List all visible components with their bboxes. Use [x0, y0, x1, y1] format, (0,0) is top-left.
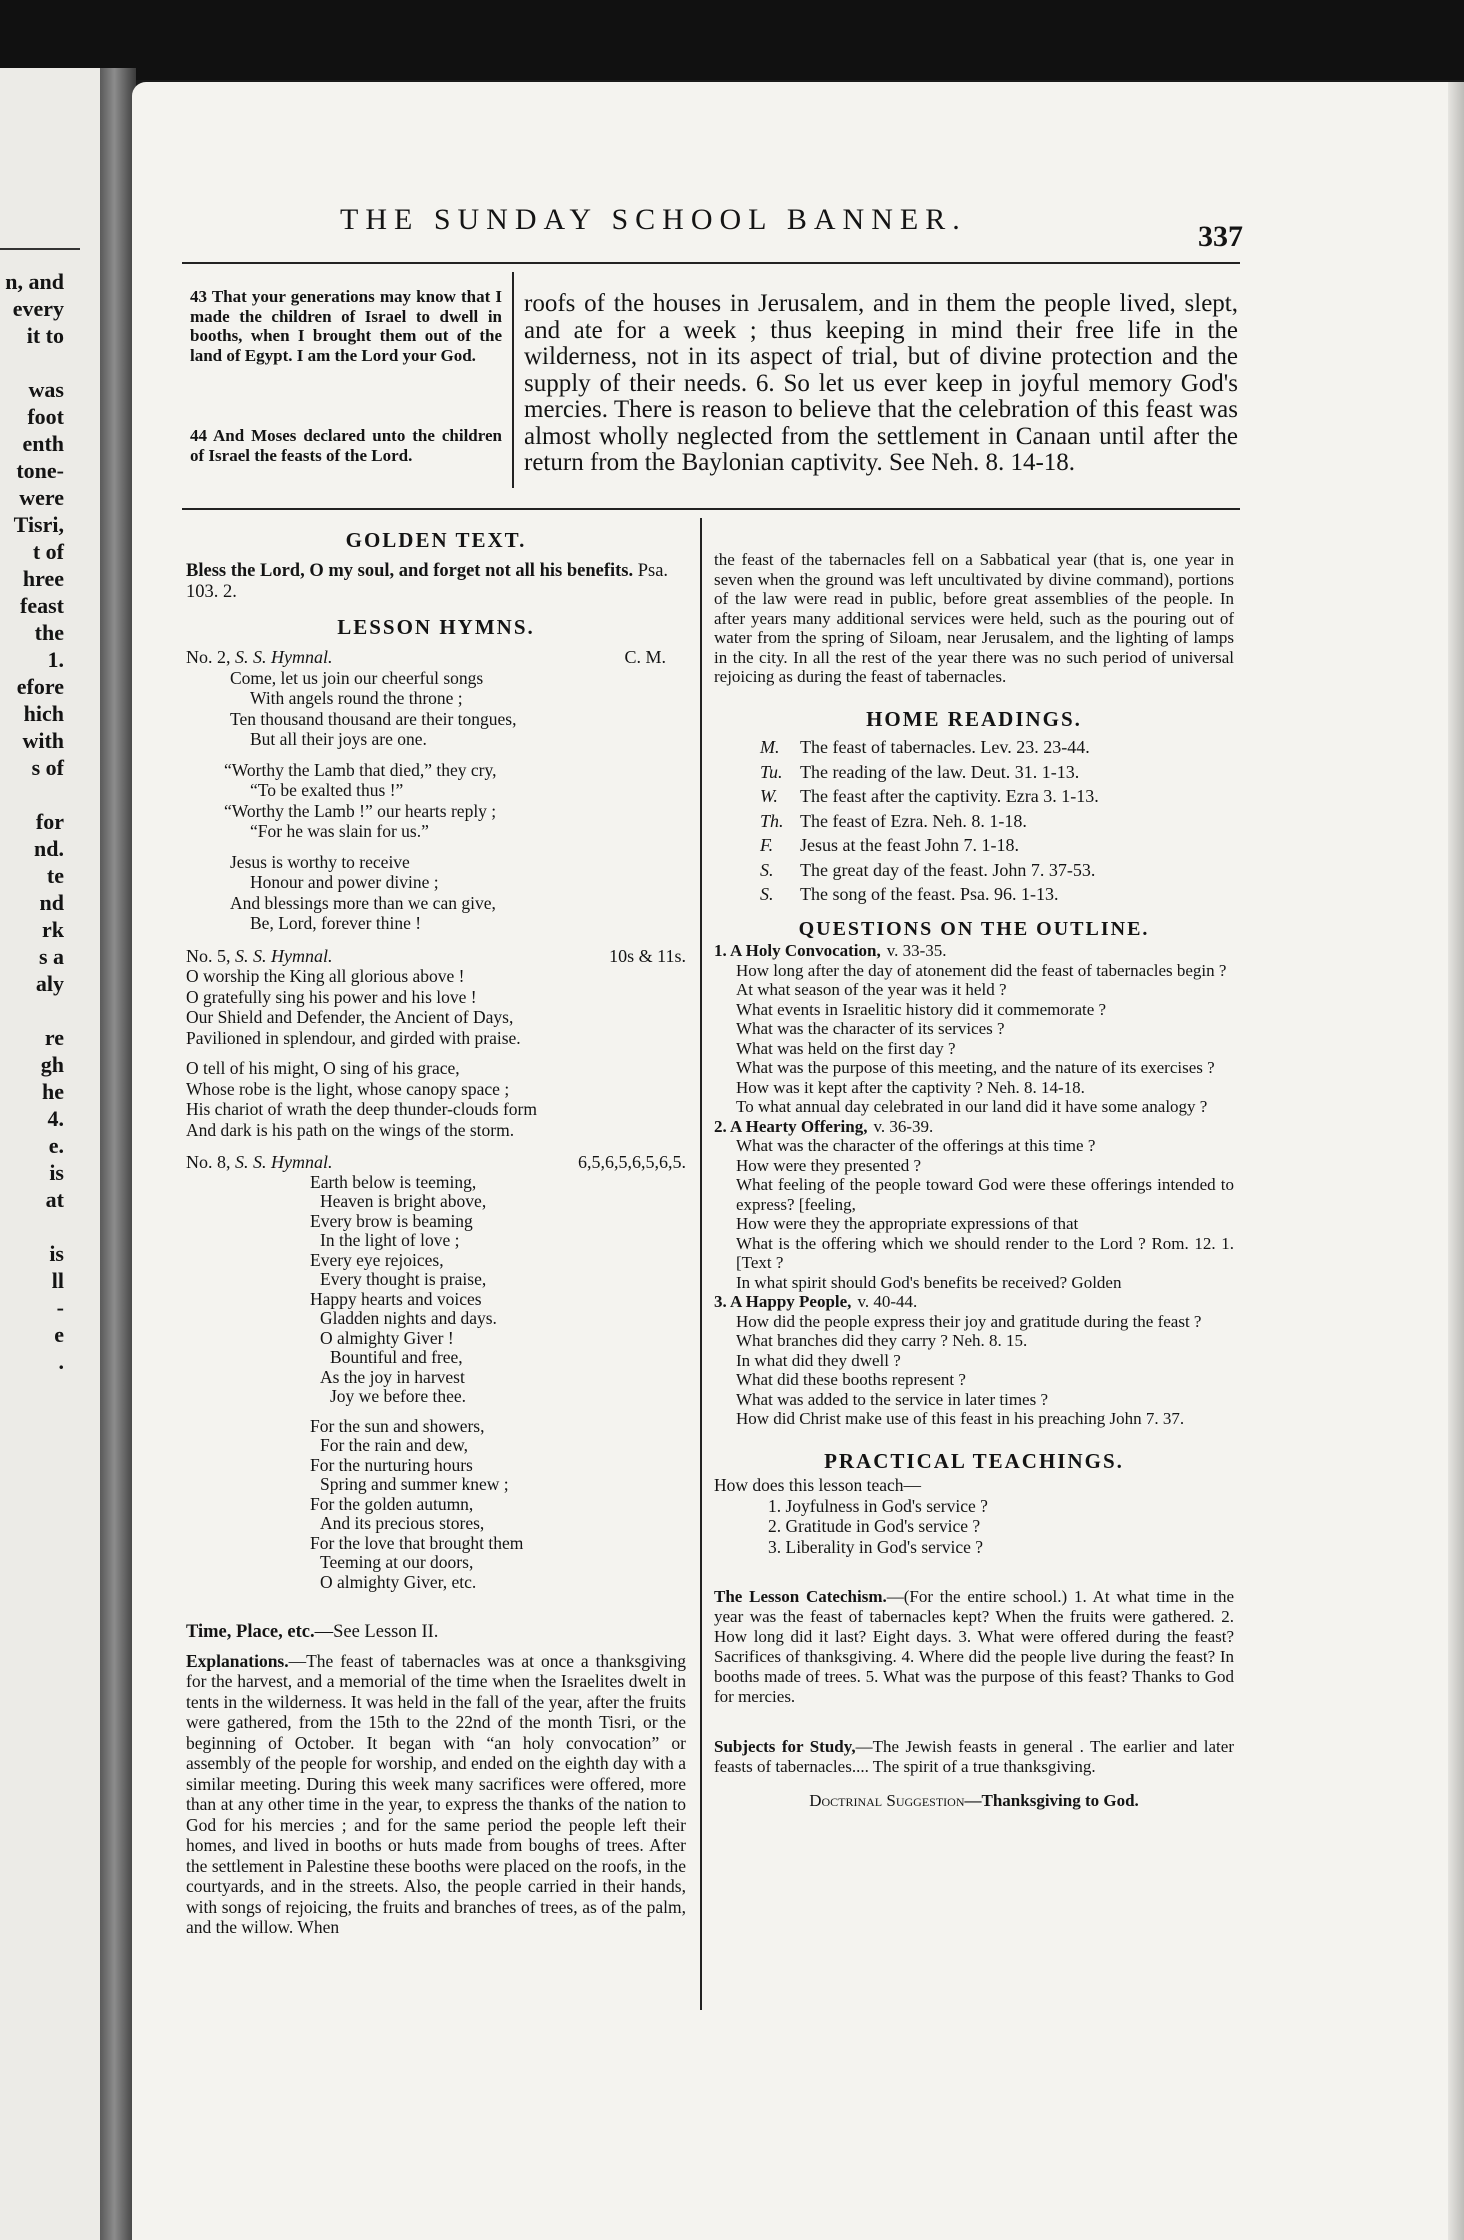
question-section-ref: v. 40-44.	[857, 1292, 918, 1311]
reading-text: The reading of the law. Deut. 31. 1-13.	[800, 761, 1080, 782]
hymn-line: For the love that brought them	[310, 1532, 524, 1553]
golden-text-heading: GOLDEN TEXT.	[345, 528, 527, 552]
hymn-2-number: No. 5,	[186, 945, 231, 966]
explanations-text: —The feast of tabernacles was at once a thanksgiving for the harvest, and a memorial of the time when the Israelites dwelt in tents in the wilderness. It was held in the fall of the year, after the fruits were gathered, from the 15th to the 22nd of the month Tisri, or the beginning of October. It began with “an holy convocation” or assembly of the people for worship, and ended on the eighth day with a similar meeting. During this week many sacrifices were offered, more than at any other time in the year, to express the thanks of the nation to God for his mercies ; and for the same period the people left their homes, and lived in booths or huts made from boughs of trees. After the settlement in Palestine these booths were placed on the roofs, in the courtyards, and in the streets. Also, the people carried in their hands, with songs of rejoicing, the fruits and branches of trees, as of the palm, and the willow. When	[186, 1650, 686, 1937]
questions-list	[714, 941, 1234, 1429]
question-item: How were they the appropriate expressions of that	[736, 1214, 1079, 1233]
hymn-line: O tell of his might, O sing of his grace,	[186, 1058, 460, 1078]
hymn-3	[186, 1152, 686, 1592]
reading-day: W.	[760, 786, 778, 806]
home-readings-heading: HOME READINGS.	[866, 706, 1082, 731]
hymn-line: Ten thousand thousand are their tongues,	[230, 708, 517, 729]
verse-43: 43 That your generations may know that I made the children of Israel to dwell in booths, when I brought them out of the land of Egypt. I am the Lord your God.	[190, 287, 502, 365]
commentary-top: roofs of the houses in Jerusalem, and in them the people lived, slept, and ate for a week ; thus keeping in mind their free life in the wilderness, not in its aspect of trial, but of divine protection and the supply of their needs. 6. So let us ever keep in joyful memory God's mercies. There is reason to believe that the celebration of this feast was almost wholly neglected from the settlement in Canaan until after the return from the Baylonian captivity. See Neh. 8. 14-18.	[524, 290, 1238, 476]
facing-page-rule	[0, 248, 80, 250]
facing-page-fragment: aly	[35, 971, 64, 996]
doctrinal	[714, 1791, 1234, 1812]
hymn-line: Come, let us join our cheerful songs	[230, 667, 484, 688]
practical-item: 1. Joyfulness in God's service ?	[768, 1495, 988, 1516]
reading-item	[760, 784, 1234, 809]
hymn-line: “Worthy the Lamb !” our hearts reply ;	[224, 800, 497, 821]
questions-heading: QUESTIONS ON THE OUTLINE.	[798, 917, 1150, 940]
doctrinal-label: Doctrinal Suggestion	[809, 1791, 965, 1810]
question-item: How was it kept after the captivity ? Neh. 8. 14-18.	[736, 1077, 1085, 1097]
facing-page-fragment: nd	[39, 890, 64, 915]
hymn-3-lines	[186, 1173, 686, 1593]
practical-heading: PRACTICAL TEACHINGS.	[824, 1448, 1124, 1473]
hymn-1	[186, 647, 686, 934]
reading-day: Th.	[760, 810, 784, 831]
question-section-label: 1. A Holy Convocation,	[714, 941, 881, 960]
hymn-line: Heaven is bright above,	[320, 1191, 487, 1211]
facing-page-fragment: s a	[38, 944, 64, 969]
hymn-line: Every eye rejoices,	[310, 1249, 444, 1270]
question-section-title	[714, 1292, 1234, 1312]
question-item: How long after the day of atonement did the feast of tabernacles begin ?	[736, 960, 1227, 980]
question-item: What did these booths represent ?	[736, 1370, 966, 1389]
hymn-line: “Worthy the Lamb that died,” they cry,	[224, 759, 497, 780]
scripture-divider	[512, 272, 514, 488]
hymn-3-book: S. S. Hymnal.	[235, 1152, 333, 1172]
facing-page-fragment: with	[22, 728, 64, 753]
hymn-3-heading	[186, 1152, 686, 1173]
hymn-2-book: S. S. Hymnal.	[235, 945, 333, 966]
question-item: What was added to the service in later times ?	[736, 1389, 1049, 1409]
question-section-label: 3. A Happy People,	[714, 1292, 852, 1311]
question-item: To what annual day celebrated in our land did it have some analogy ?	[736, 1097, 1208, 1116]
facing-page-fragment: t of	[32, 539, 64, 564]
reading-text: The feast after the captivity. Ezra 3. 1-13.	[800, 786, 1099, 806]
question-section-ref: v. 33-35.	[886, 941, 947, 960]
facing-page-fragment: rk	[42, 917, 64, 942]
facing-page-fragment: 4.	[47, 1106, 64, 1131]
subjects	[714, 1737, 1234, 1777]
hymn-line: Happy hearts and voices	[310, 1288, 482, 1309]
reading-item	[760, 760, 1234, 785]
facing-page-fragment: feast	[20, 593, 64, 618]
question-section-ref: v. 36-39.	[873, 1116, 934, 1136]
facing-page-fragment: hree	[22, 566, 64, 591]
question-item: What branches did they carry ? Neh. 8. 15.	[736, 1331, 1028, 1350]
hymn-line: Gladden nights and days.	[320, 1308, 497, 1328]
question-section-label: 2. A Hearty Offering,	[714, 1116, 868, 1136]
catechism	[714, 1587, 1234, 1707]
facing-page-fragment: the	[34, 620, 64, 645]
reading-text: The song of the feast. Psa. 96. 1-13.	[800, 884, 1059, 904]
practical-item: 2. Gratitude in God's service ?	[768, 1516, 981, 1536]
hymn-line: Our Shield and Defender, the Ancient of Days,	[186, 1007, 514, 1027]
facing-page-fragment: gh	[40, 1052, 64, 1077]
facing-page-fragment: hich	[23, 701, 64, 726]
question-item: What was the character of its services ?	[736, 1019, 1005, 1038]
hymn-line: But all their joys are one.	[250, 729, 427, 749]
header-rule	[182, 262, 1240, 264]
facing-page-fragment: enth	[22, 431, 64, 456]
hymn-1-book: S. S. Hymnal.	[235, 647, 333, 667]
facing-page-fragment: efore	[16, 674, 64, 699]
hymn-line: Whose robe is the light, whose canopy space ;	[186, 1078, 510, 1099]
explanations-label: Explanations.	[186, 1650, 289, 1671]
question-item: What was the character of the offerings at this time ?	[736, 1136, 1096, 1155]
explanations	[186, 1651, 686, 1938]
facing-page-fragment: for	[35, 809, 64, 834]
right-column	[714, 550, 1234, 1812]
hymn-line: His chariot of wrath the deep thunder-clouds form	[186, 1099, 537, 1119]
facing-page-fragment: is	[49, 1241, 64, 1266]
hymn-line: Every thought is praise,	[320, 1269, 487, 1289]
hymn-line: Pavilioned in splendour, and girded with praise.	[186, 1027, 521, 1048]
hymn-2	[186, 946, 686, 1141]
question-item: In what spirit should God's benefits be received? Golden	[736, 1272, 1122, 1292]
question-section-title	[714, 1117, 1234, 1137]
hymn-line: Spring and summer knew ;	[320, 1474, 509, 1494]
hymn-1-meter: C. M.	[624, 647, 666, 667]
hymn-line: Jesus is worthy to receive	[230, 851, 410, 872]
hymn-line: Earth below is teeming,	[310, 1171, 477, 1192]
question-item: How were they presented ?	[736, 1155, 922, 1175]
practical-list	[768, 1496, 1234, 1558]
hymn-line: “For he was slain for us.”	[250, 821, 429, 841]
facing-page-fragment: te	[46, 863, 64, 888]
facing-page-fragment: Tisri,	[13, 512, 64, 537]
reading-day: M.	[760, 737, 780, 757]
doctrinal-text: —Thanksgiving to God.	[964, 1791, 1139, 1810]
facing-page-fragment: re	[44, 1025, 64, 1050]
practical-intro: How does this lesson teach—	[714, 1475, 922, 1495]
hymn-1-number: No. 2,	[186, 647, 231, 667]
hymn-1-heading	[186, 647, 686, 668]
facing-page-fragment: e	[54, 1322, 64, 1347]
hymn-line: Every brow is beaming	[310, 1210, 473, 1231]
hymn-1-lines	[186, 668, 686, 934]
question-section-title	[714, 941, 1234, 961]
hymn-line: Bountiful and free,	[330, 1347, 463, 1367]
hymns-heading: LESSON HYMNS.	[337, 614, 535, 639]
reading-text: The feast of Ezra. Neh. 8. 1-18.	[800, 810, 1027, 831]
reading-item	[760, 882, 1234, 907]
facing-page-fragment: ll	[51, 1268, 64, 1293]
facing-page-fragment: 1.	[47, 647, 64, 672]
hymn-line: Honour and power divine ;	[250, 872, 439, 892]
facing-page-fragment: .	[58, 1349, 64, 1374]
facing-page-fragment: he	[42, 1079, 64, 1104]
facing-page-fragment: it to	[26, 323, 64, 348]
hymn-line: And blessings more than we can give,	[230, 892, 496, 913]
verse-44: 44 And Moses declared unto the children of Israel the feasts of the Lord.	[190, 426, 502, 465]
hymn-3-number: No. 8,	[186, 1152, 231, 1172]
hymn-line: And its precious stores,	[320, 1513, 485, 1533]
left-column	[186, 530, 686, 1938]
scan-background	[0, 0, 1464, 80]
hymn-line: Teeming at our doors,	[320, 1552, 474, 1572]
facing-page-fragment: -	[56, 1295, 64, 1320]
running-head: THE SUNDAY SCHOOL BANNER.	[340, 203, 967, 236]
golden-text	[186, 561, 686, 603]
question-item: What was the purpose of this meeting, and the nature of its exercises ?	[736, 1058, 1215, 1077]
facing-page-fragment: foot	[27, 404, 64, 429]
hymn-line: “To be exalted thus !”	[250, 780, 404, 800]
hymn-line: In the light of love ;	[320, 1230, 460, 1250]
catechism-label: The Lesson Catechism.	[714, 1587, 887, 1606]
question-item: In what did they dwell ?	[736, 1350, 901, 1370]
facing-page-fragment: were	[19, 485, 64, 510]
hymn-3-meter: 6,5,6,5,6,5,6,5.	[578, 1152, 686, 1172]
book-binding	[100, 68, 136, 2240]
hymn-line: For the rain and dew,	[320, 1435, 469, 1455]
reading-day: Tu.	[760, 761, 783, 782]
reading-day: S.	[760, 859, 774, 880]
question-item: How did Christ make use of this feast in his preaching John 7. 37.	[736, 1409, 1185, 1428]
hymn-line: Be, Lord, forever thine !	[250, 913, 422, 933]
hymn-line: As the joy in harvest	[320, 1366, 465, 1387]
reading-day: S.	[760, 884, 774, 904]
time-place-label: Time, Place, etc.	[186, 1622, 315, 1642]
home-readings-list	[760, 735, 1234, 907]
reading-item	[760, 833, 1234, 858]
question-item: At what season of the year was it held ?	[736, 980, 1007, 999]
hymn-line	[186, 1407, 686, 1417]
facing-page	[0, 68, 108, 2240]
time-place-text: —See Lesson II.	[314, 1622, 439, 1642]
hymn-line	[186, 842, 686, 852]
reading-text: The great day of the feast. John 7. 37-53.	[800, 859, 1096, 880]
question-item: What was held on the first day ?	[736, 1038, 956, 1058]
question-item: What is the offering which we should render to the Lord ? Rom. 12. 1. [Text ?	[736, 1233, 1234, 1272]
reading-text: Jesus at the feast John 7. 1-18.	[800, 835, 1019, 855]
practical-item: 3. Liberality in God's service ?	[768, 1536, 984, 1557]
facing-page-fragment: every	[12, 296, 64, 321]
hymn-line: With angels round the throne ;	[250, 688, 463, 708]
reading-item	[760, 809, 1234, 834]
facing-page-fragment: is	[49, 1160, 64, 1185]
question-item: What feeling of the people toward God were these offerings intended to express? [feeling,	[736, 1175, 1234, 1214]
golden-text-ref: Psa. 103. 2.	[186, 560, 669, 602]
page-number: 337	[1198, 220, 1243, 253]
subjects-text: —The Jewish feasts in general . The earlier and later feasts of tabernacles.... The spirit of a true thanksgiving.	[714, 1737, 1234, 1776]
hymn-line: And dark is his path on the wings of the storm.	[186, 1119, 515, 1140]
hymn-line: For the nurturing hours	[310, 1454, 473, 1475]
column-divider	[700, 518, 702, 2010]
facing-page-fragment: tone-	[16, 458, 64, 483]
hymn-line: For the sun and showers,	[310, 1415, 485, 1436]
hymn-3-title	[186, 1152, 333, 1173]
question-item: What events in Israelitic history did it commemorate ?	[736, 999, 1107, 1019]
facing-page-fragment: nd.	[34, 836, 64, 861]
facing-page-fragment: s of	[31, 755, 64, 780]
reading-item	[760, 735, 1234, 760]
reading-item	[760, 858, 1234, 883]
hymn-line: O almighty Giver !	[320, 1327, 454, 1348]
section-rule	[182, 508, 1240, 510]
hymn-2-title	[186, 946, 333, 967]
golden-text-body: Bless the Lord, O my soul, and forget not all his benefits.	[186, 560, 634, 581]
reading-day: F.	[760, 835, 774, 855]
facing-page-fragment: at	[45, 1187, 64, 1212]
facing-page-fragment: n, and	[5, 269, 64, 294]
question-item: How did the people express their joy and gratitude during the feast ?	[736, 1311, 1202, 1331]
hymn-line	[186, 1048, 686, 1058]
reading-text: The feast of tabernacles. Lev. 23. 23-44.	[800, 737, 1090, 757]
hymn-line: Joy we before thee.	[330, 1386, 467, 1406]
hymn-line: O worship the King all glorious above !	[186, 966, 465, 986]
hymn-2-meter: 10s & 11s.	[609, 945, 686, 966]
hymn-line: For the golden autumn,	[310, 1493, 474, 1514]
catechism-text: —(For the entire school.) 1. At what time in the year was the feast of tabernacles kept? When the fruits were gathered. 2. How long did it last? Eight days. 3. What were offered during the feast? Sacrifices of thanksgiving. 4. Where did the people live during the feast? In booths made of trees. 5. What was the purpose of this feast? Thanks to God for mercies.	[714, 1587, 1234, 1706]
hymn-line: O gratefully sing his power and his love !	[186, 986, 477, 1007]
hymn-2-lines	[186, 966, 686, 1140]
facing-page-fragment: e.	[48, 1133, 64, 1158]
facing-page-fragment: was	[28, 377, 64, 402]
feast-continuation: the feast of the tabernacles fell on a Sabbatical year (that is, one year in seven when the ground was left uncultivated by divine command), portions of the law were read in public, before great assemblies of the people. In after years many additional services were held, such as the pouring out of water from the spring of Siloam, near Jerusalem, and the lighting of lamps in the city. In all the rest of the year there was no such period of universal rejoicing as during the feast of tabernacles.	[714, 550, 1234, 686]
hymn-line	[186, 750, 686, 760]
hymn-2-heading	[186, 946, 686, 967]
hymn-1-title	[186, 647, 333, 668]
page-edge	[1448, 82, 1464, 2240]
time-place	[186, 1622, 686, 1643]
subjects-label: Subjects for Study,	[714, 1737, 856, 1756]
hymn-line: O almighty Giver, etc.	[320, 1571, 477, 1592]
